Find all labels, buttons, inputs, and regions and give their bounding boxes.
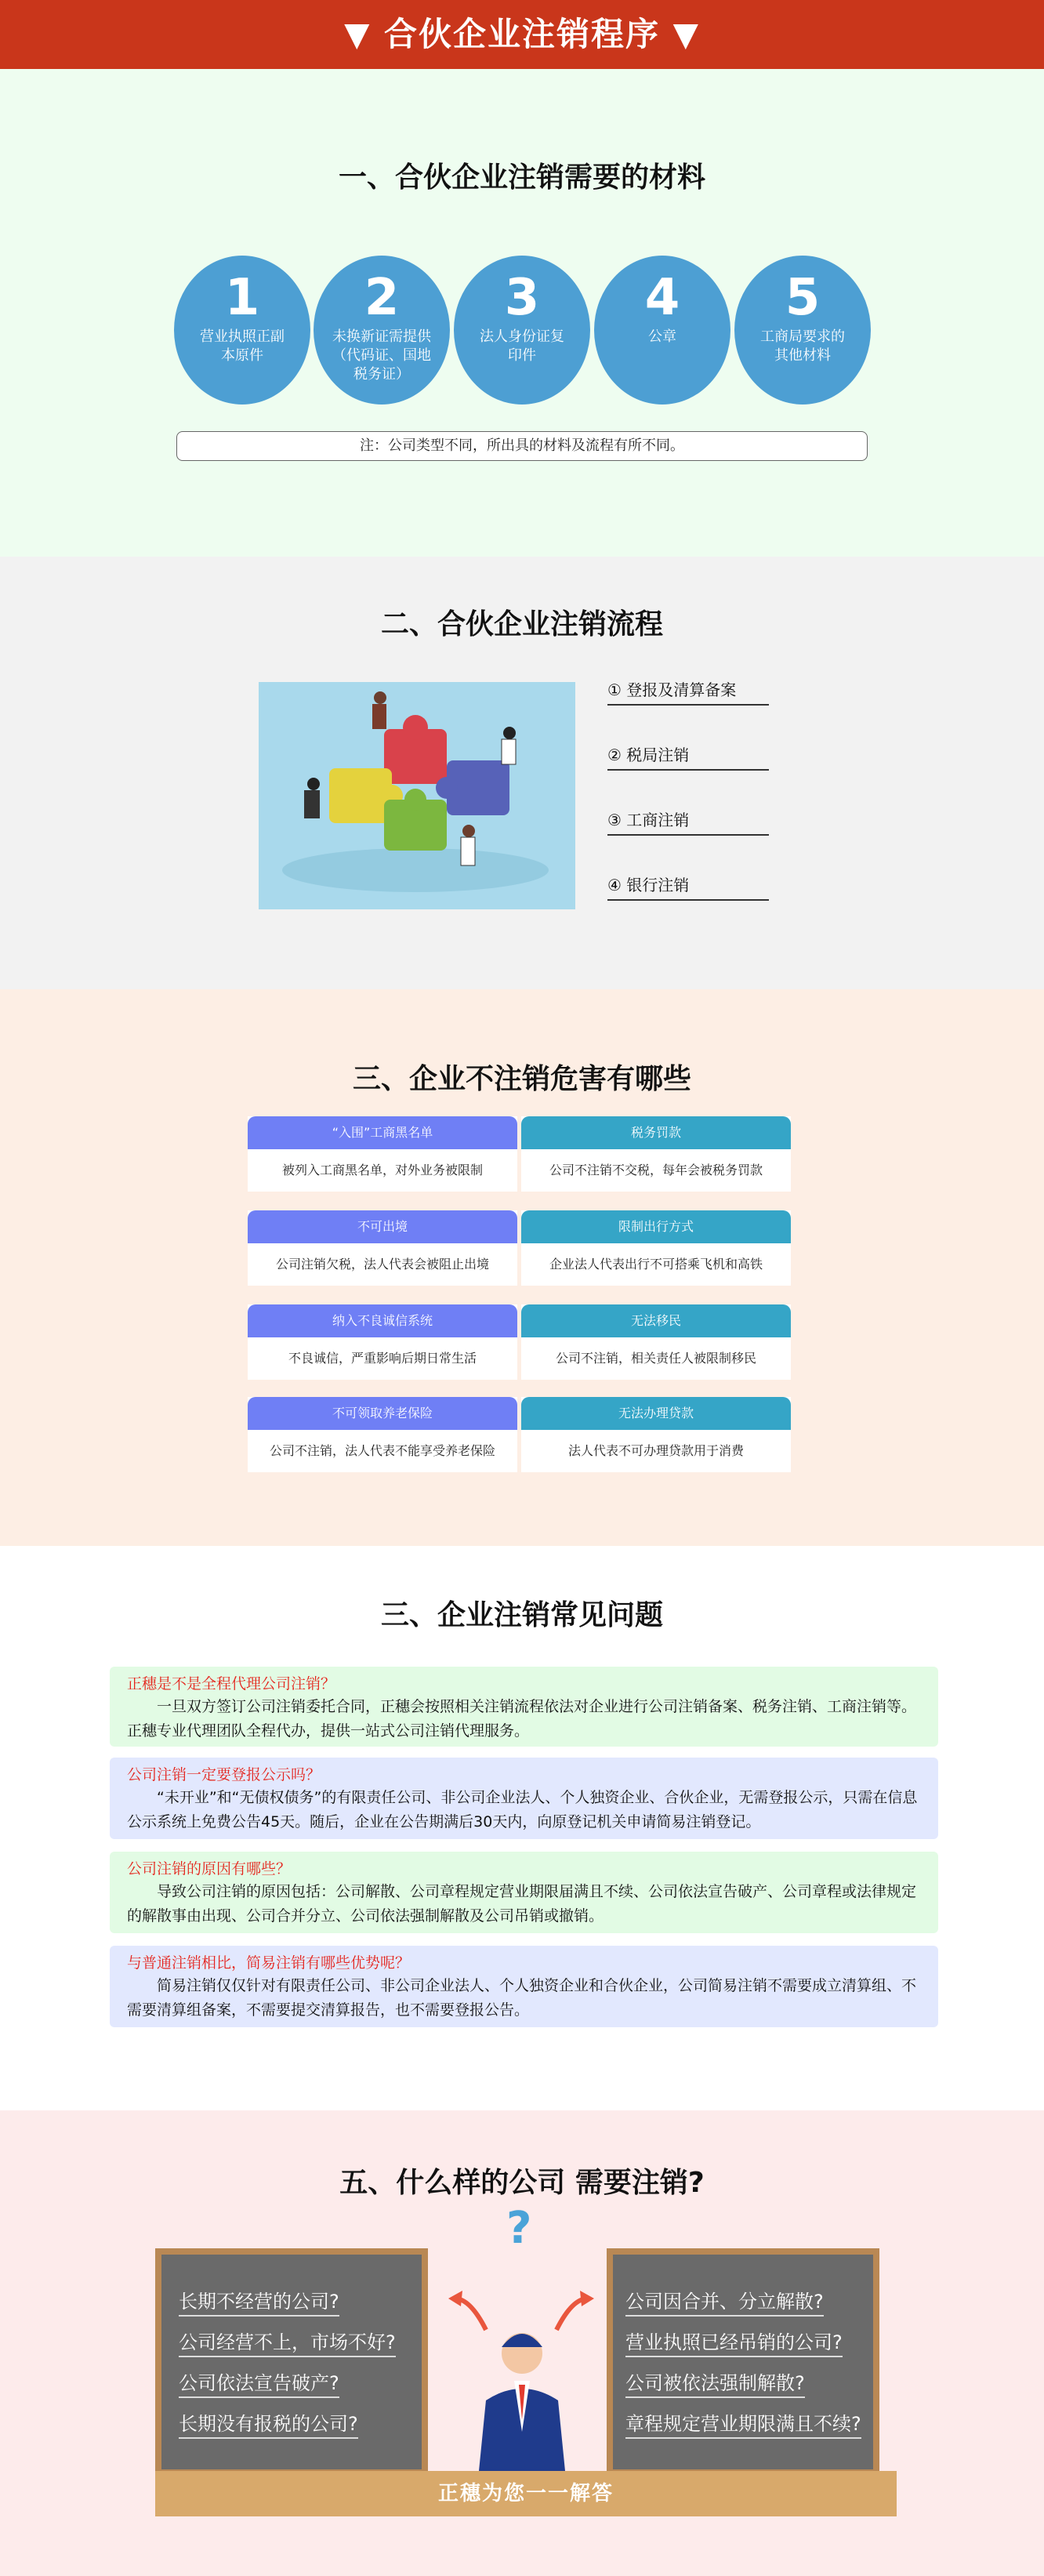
material-number: 4 bbox=[644, 269, 680, 327]
faq-answer: “未开业”和“无债权债务”的有限责任公司、非公司企业法人、个人独资企业、合伙企业，无需登报公示，只需在信息公示系统上免费公告45天。随后，企业在公告期满后30天内，向原登记机关申请简易注销登记。 bbox=[127, 1789, 918, 1830]
faq-answer: 导致公司注销的原因包括：公司解散、公司章程规定营业期限届满且不续、公司依法宣告破产、公司章程或法律规定的解散事由出现、公司合并分立、公司依法强制解散及公司吊销或撤销。 bbox=[127, 1883, 917, 1925]
faq-item bbox=[110, 1667, 938, 1747]
material-item bbox=[454, 256, 590, 405]
faq-answer: 一旦双方签订公司注销委托合同，正穗会按照相关注销流程依法对企业进行公司注销备案、税务注销、工商注销等。正穗专业代理团队全程代办，提供一站式公司注销代理服务。 bbox=[127, 1698, 917, 1740]
board-question: 长期没有报税的公司? bbox=[179, 2408, 358, 2439]
material-label: 营业执照正副本原件 bbox=[200, 328, 285, 364]
hazard-heading: “入围”工商黑名单 bbox=[248, 1116, 517, 1149]
faq-question: 与普通注销相比，简易注销有哪些优势呢？ bbox=[127, 1954, 411, 1972]
hazard-body: 不良诚信，严重影响后期日常生活 bbox=[288, 1351, 477, 1366]
hazard-card bbox=[248, 1210, 517, 1286]
hazard-card bbox=[521, 1397, 791, 1472]
answer-banner: 正穗为您一一解答 bbox=[155, 2471, 897, 2516]
hazard-heading: 不可领取养老保险 bbox=[248, 1397, 517, 1430]
hazard-card bbox=[521, 1116, 791, 1192]
hazard-heading: 纳入不良诚信系统 bbox=[248, 1304, 517, 1337]
right-chalkboard bbox=[607, 2248, 879, 2476]
hazard-body: 被列入工商黑名单，对外业务被限制 bbox=[281, 1163, 483, 1177]
materials-section bbox=[0, 69, 1044, 557]
material-number: 5 bbox=[785, 269, 821, 327]
left-chalkboard bbox=[155, 2248, 428, 2476]
board-question: 章程规定营业期限满且不续? bbox=[625, 2408, 861, 2439]
hazards-title: 三、企业不注销危害有哪些 bbox=[352, 1063, 691, 1095]
material-number: 2 bbox=[364, 269, 400, 327]
board-question: 公司因合并、分立解散? bbox=[625, 2286, 824, 2317]
board-question: 公司经营不上，市场不好? bbox=[179, 2327, 396, 2357]
faq-title: 三、企业注销常见问题 bbox=[380, 1599, 663, 1631]
process-section bbox=[0, 557, 1044, 989]
faq-item bbox=[110, 1946, 938, 2027]
material-item bbox=[174, 256, 310, 405]
process-step: ① 登报及清算备案 bbox=[607, 676, 769, 706]
hazard-heading: 税务罚款 bbox=[521, 1116, 791, 1149]
hazard-card bbox=[248, 1116, 517, 1192]
material-label: 公章 bbox=[648, 328, 676, 345]
process-step: ② 税局注销 bbox=[607, 741, 769, 771]
hazards-section bbox=[0, 989, 1044, 1546]
faq-question: 正穗是不是全程代理公司注销？ bbox=[127, 1675, 336, 1693]
hazard-card bbox=[521, 1210, 791, 1286]
which-section bbox=[0, 2110, 1044, 2576]
material-item bbox=[314, 256, 450, 405]
faq-item bbox=[110, 1758, 938, 1839]
puzzle-people-icon bbox=[259, 682, 575, 909]
hazard-heading: 无法移民 bbox=[521, 1304, 791, 1337]
material-label: 法人身份证复印件 bbox=[480, 328, 564, 364]
thinking-man-icon bbox=[439, 2251, 604, 2479]
hazard-card bbox=[248, 1397, 517, 1472]
materials-note: 注：公司类型不同，所出具的材料及流程有所不同。 bbox=[176, 431, 868, 461]
hazard-body: 企业法人代表出行不可搭乘飞机和高铁 bbox=[549, 1257, 763, 1272]
process-title: 二、合伙企业注销流程 bbox=[380, 608, 663, 640]
material-item bbox=[594, 256, 730, 405]
hazard-card bbox=[248, 1304, 517, 1380]
hazard-body: 法人代表不可办理贷款用于消费 bbox=[567, 1443, 744, 1458]
faq-section bbox=[0, 1546, 1044, 2110]
board-question: 长期不经营的公司? bbox=[179, 2286, 339, 2317]
faq-question: 公司注销的原因有哪些？ bbox=[127, 1860, 292, 1878]
board-question: 营业执照已经吊销的公司? bbox=[625, 2327, 843, 2357]
question-mark-icon: ? bbox=[506, 2203, 532, 2254]
board-question: 公司依法宣告破产? bbox=[179, 2367, 339, 2398]
process-step: ③ 工商注销 bbox=[607, 806, 769, 836]
puzzle-illustration bbox=[259, 682, 575, 909]
faq-item bbox=[110, 1852, 938, 1933]
hazard-heading: 不可出境 bbox=[248, 1210, 517, 1243]
faq-question: 公司注销一定要登报公示吗？ bbox=[127, 1766, 321, 1783]
hazard-body: 公司不注销，相关责任人被限制移民 bbox=[555, 1351, 756, 1366]
hazard-heading: 无法办理贷款 bbox=[521, 1397, 791, 1430]
material-label: 工商局要求的其他材料 bbox=[760, 328, 845, 364]
faq-answer: 简易注销仅仅针对有限责任公司、非公司企业法人、个人独资企业和合伙企业，公司简易注销不需要成立清算组、不需要清算组备案，不需要提交清算报告，也不需要登报公告。 bbox=[127, 1977, 917, 2019]
page-banner: ▼ 合伙企业注销程序 ▼ bbox=[0, 0, 1044, 69]
material-label: 未换新证需提供（代码证、国地税务证） bbox=[332, 328, 431, 383]
process-step: ④ 银行注销 bbox=[607, 871, 769, 901]
board-question: 公司被依法强制解散? bbox=[625, 2367, 805, 2398]
hazard-card bbox=[521, 1304, 791, 1380]
hazard-body: 公司注销欠税，法人代表会被阻止出境 bbox=[275, 1257, 489, 1272]
which-title: 五、什么样的公司 需要注销? bbox=[339, 2167, 705, 2199]
hazard-body: 公司不注销不交税，每年会被税务罚款 bbox=[549, 1163, 763, 1177]
material-number: 3 bbox=[504, 269, 540, 327]
hazard-body: 公司不注销，法人代表不能享受养老保险 bbox=[269, 1443, 495, 1458]
material-number: 1 bbox=[224, 269, 260, 327]
material-item bbox=[734, 256, 871, 405]
materials-title: 一、合伙企业注销需要的材料 bbox=[338, 161, 705, 194]
hazard-heading: 限制出行方式 bbox=[521, 1210, 791, 1243]
